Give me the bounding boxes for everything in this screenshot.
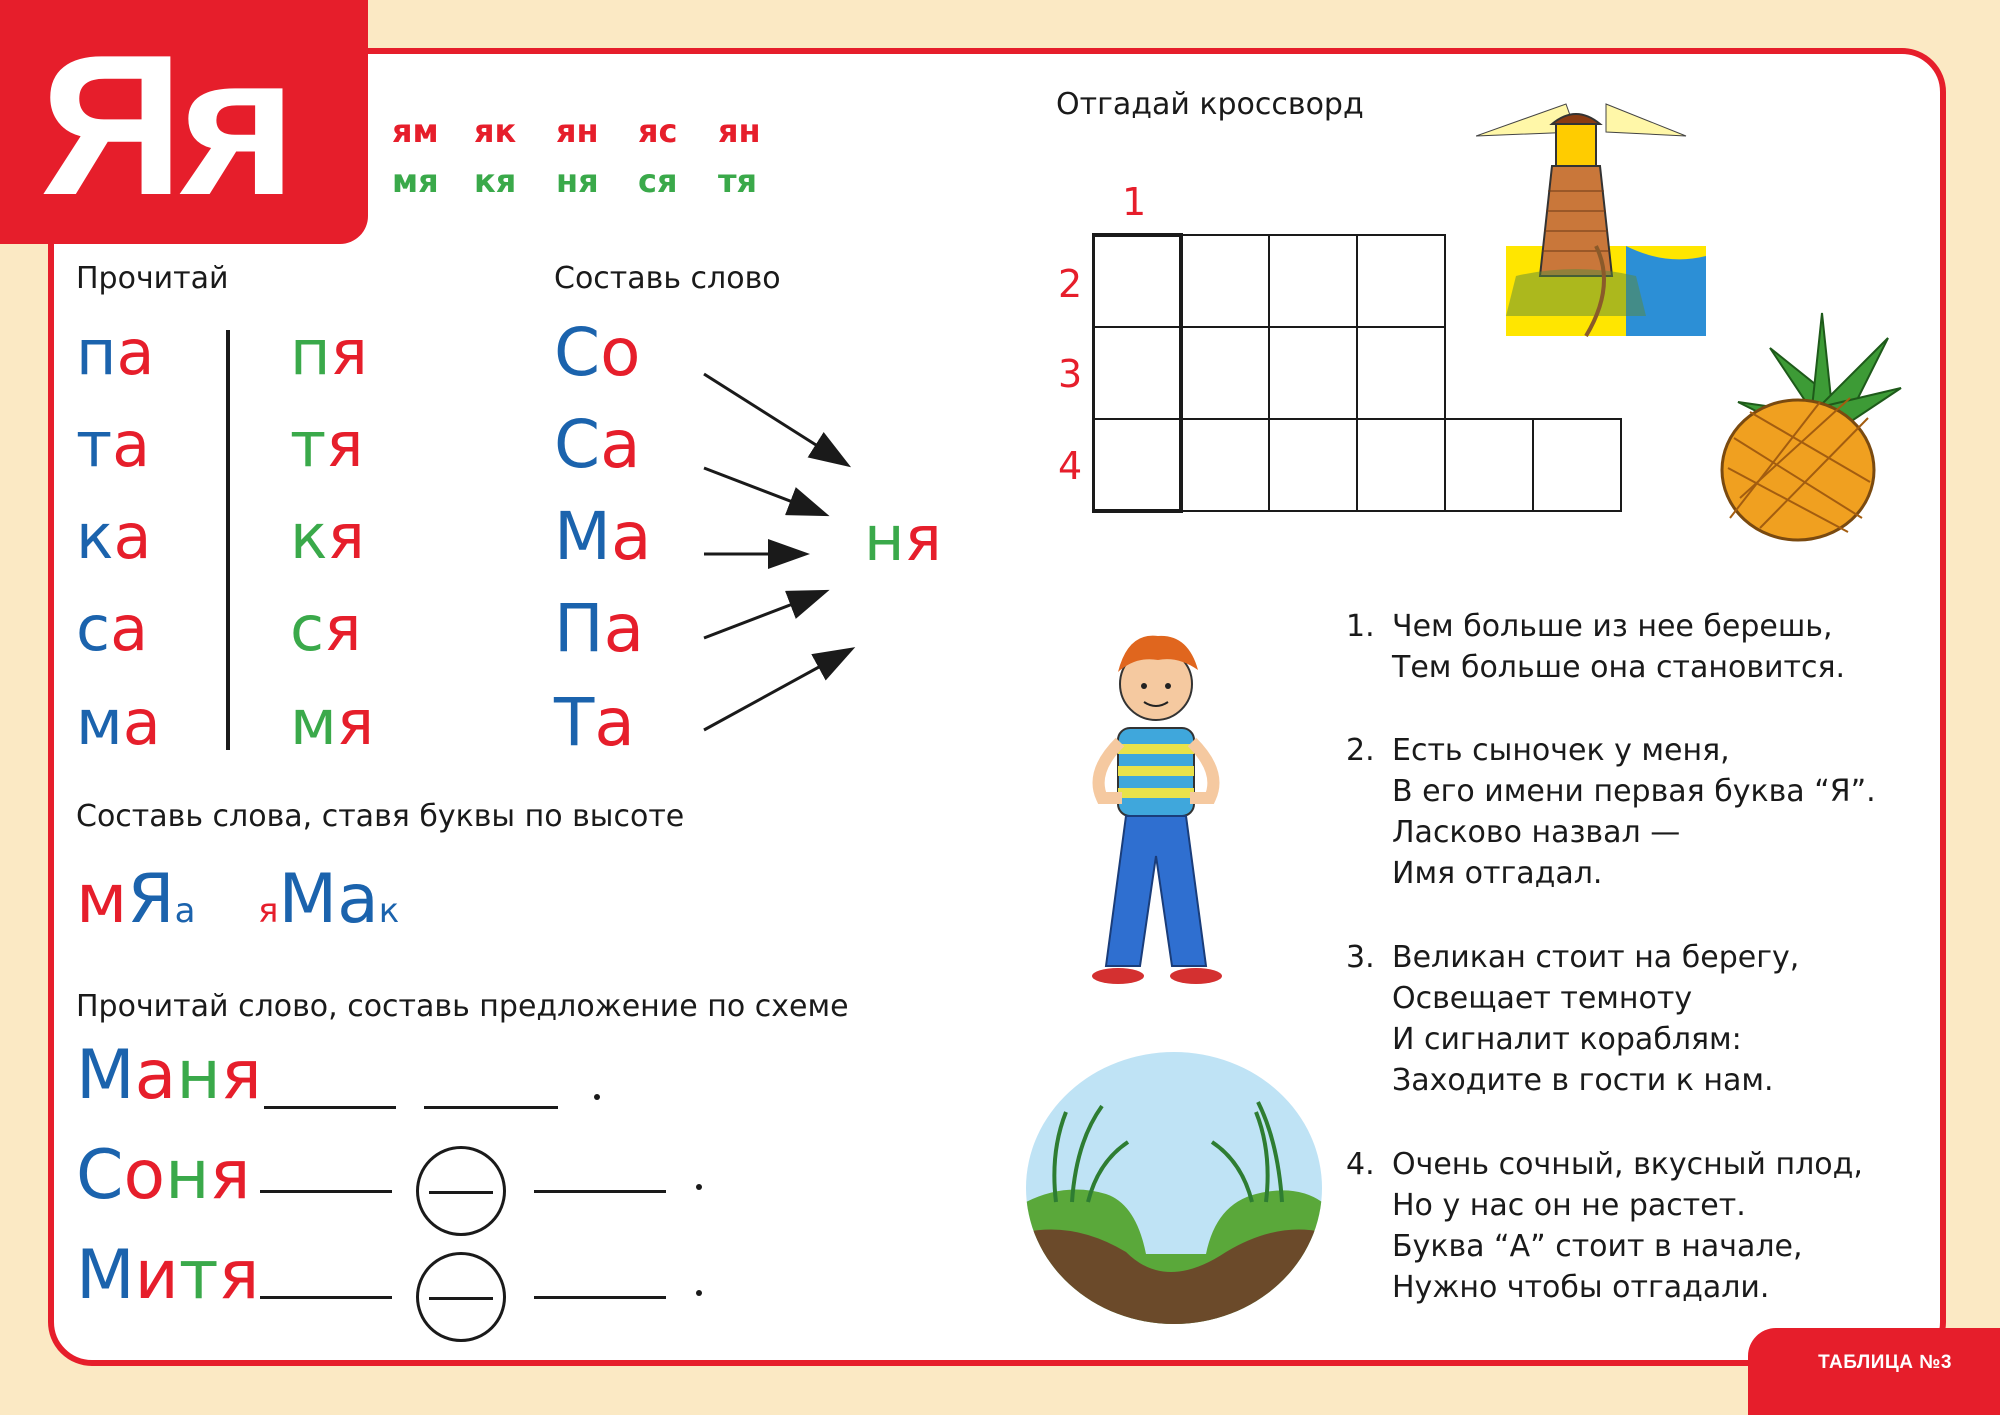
syllable-bottom — [718, 162, 757, 200]
compose-target: ня — [864, 502, 942, 575]
crossword-cell[interactable] — [1445, 419, 1533, 511]
crossword-number: 3 — [1058, 352, 1083, 396]
read-syllable-right: кя — [290, 500, 365, 573]
syllable-text: ям — [392, 112, 439, 150]
compose-syllable: Са — [554, 406, 641, 483]
syllable-bottom — [392, 162, 439, 200]
syllable-text: яс — [638, 112, 678, 150]
syllable-text: мя — [392, 162, 439, 200]
syllable-text: кя — [474, 162, 517, 200]
scheme-period — [696, 1184, 702, 1190]
scheme-blank — [260, 1190, 392, 1193]
pit-illustration — [1026, 1052, 1322, 1324]
syllable-text: ся — [638, 162, 678, 200]
compose-syllable: Ма — [554, 498, 652, 575]
table-number-tab — [1748, 1328, 2000, 1415]
read-syllable-right: тя — [290, 408, 364, 481]
read-syllable-right: пя — [290, 316, 368, 389]
scheme-circle — [416, 1252, 506, 1342]
syllable-bottom — [474, 162, 516, 200]
crossword-number: 4 — [1058, 444, 1083, 488]
crossword-cell[interactable] — [1269, 327, 1357, 419]
read-syllable-left: па — [76, 316, 155, 389]
crossword-cell[interactable] — [1181, 419, 1269, 511]
height-word-2: яМак — [258, 860, 400, 939]
crossword-cell[interactable] — [1357, 235, 1445, 327]
heading-height-words: Составь слова, ставя буквы по высоте — [76, 799, 685, 834]
crossword-cell[interactable] — [1357, 327, 1445, 419]
arrow — [704, 374, 846, 464]
compose-syllable: Па — [554, 590, 645, 667]
scheme-word-3: Митя — [76, 1236, 260, 1315]
crossword-number: 2 — [1058, 262, 1083, 306]
read-syllable-left: са — [76, 592, 149, 665]
compose-syllable: Со — [554, 314, 641, 391]
heading-crossword: Отгадай кроссворд — [1056, 87, 1364, 122]
syllable-text: тя — [718, 162, 758, 200]
crossword-cell[interactable] — [1093, 235, 1181, 327]
syllable-text: як — [474, 112, 517, 150]
height-word-1: мЯа — [76, 860, 196, 939]
column-divider — [226, 330, 230, 750]
scheme-word-2: Соня — [76, 1136, 251, 1215]
heading-read: Прочитай — [76, 261, 229, 296]
scheme-period — [594, 1094, 600, 1100]
arrow — [704, 468, 824, 514]
crossword-number: 1 — [1122, 180, 1147, 224]
letter-badge — [0, 0, 368, 244]
crossword-cell[interactable] — [1181, 235, 1269, 327]
read-syllable-right: ся — [290, 592, 362, 665]
read-syllable-left: та — [76, 408, 151, 481]
syllable-text: ня — [556, 162, 599, 200]
scheme-circle — [416, 1146, 506, 1236]
compose-arrows — [690, 360, 870, 740]
crossword-cell[interactable] — [1357, 419, 1445, 511]
syllable-bottom — [556, 162, 599, 200]
pineapple-illustration — [1700, 308, 1904, 544]
compose-syllable: Та — [554, 684, 635, 761]
crossword-cell[interactable] — [1269, 235, 1357, 327]
crossword-cell[interactable] — [1093, 327, 1181, 419]
scheme-blank — [534, 1190, 666, 1193]
scheme-blank — [424, 1106, 558, 1109]
scheme-blank — [260, 1296, 392, 1299]
arrow — [704, 650, 850, 730]
heading-compose: Составь слово — [554, 261, 781, 296]
heading-scheme: Прочитай слово, составь предложение по схеме — [76, 989, 849, 1024]
syllable-text: ян — [556, 112, 599, 150]
syllable-top — [718, 112, 761, 150]
read-syllable-left: ка — [76, 500, 152, 573]
crossword-cell[interactable] — [1181, 327, 1269, 419]
read-syllable-left: ма — [76, 686, 161, 759]
syllable-top — [556, 112, 599, 150]
arrow — [704, 592, 824, 638]
scheme-blank — [534, 1296, 666, 1299]
crossword-cell[interactable] — [1533, 419, 1621, 511]
lighthouse-illustration — [1476, 96, 1706, 342]
syllable-text: ян — [718, 112, 761, 150]
crossword-cell[interactable] — [1269, 419, 1357, 511]
syllable-bottom — [638, 162, 678, 200]
boy-illustration — [1056, 632, 1256, 992]
letter-badge-text: Яя — [40, 14, 293, 237]
scheme-blank — [264, 1106, 396, 1109]
syllable-top — [638, 112, 678, 150]
table-number-label: ТАБЛИЦА №3 — [1818, 1352, 1952, 1373]
syllable-top — [474, 112, 516, 150]
scheme-period — [696, 1290, 702, 1296]
crossword-cell[interactable] — [1093, 419, 1181, 511]
read-syllable-right: мя — [290, 686, 375, 759]
scheme-word-1: Маня — [76, 1036, 262, 1115]
syllable-top — [392, 112, 439, 150]
